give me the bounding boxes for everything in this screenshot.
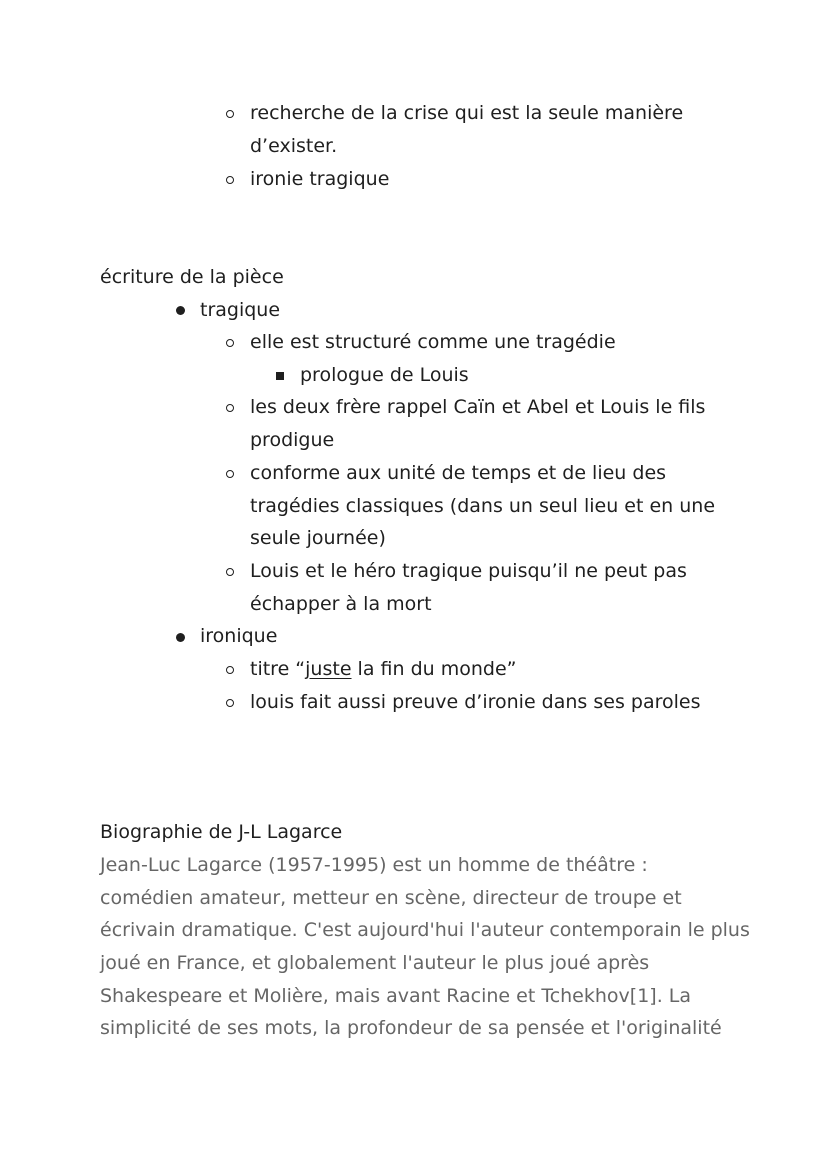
disc-bullet-icon <box>176 306 185 315</box>
disc-bullet-icon <box>176 633 185 642</box>
paragraph-line: joué en France, et globalement l'auteur le plus joué après <box>100 952 650 974</box>
list-item: Louis et le héro tragique puisqu’il ne peut pas <box>250 560 687 582</box>
list-item: recherche de la crise qui est la seule manière <box>250 102 684 124</box>
circle-bullet-icon <box>226 176 234 184</box>
circle-bullet-icon <box>226 470 234 478</box>
paragraph-line: Jean-Luc Lagarce (1957-1995) est un homme de théâtre : <box>100 854 648 876</box>
section-heading-ecriture: écriture de la pièce <box>100 266 284 288</box>
circle-bullet-icon <box>226 699 234 707</box>
list-item: les deux frère rappel Caïn et Abel et Louis le fils <box>250 396 706 418</box>
title-quote-suffix: la fin du monde” <box>351 658 517 680</box>
list-item <box>250 653 516 686</box>
square-bullet-icon <box>276 372 284 380</box>
paragraph-line: simplicité de ses mots, la profondeur de sa pensée et l'originalité <box>100 1017 722 1039</box>
title-quote-prefix: titre “ <box>250 658 306 680</box>
circle-bullet-icon <box>226 666 234 674</box>
list-item: ironie tragique <box>250 168 390 190</box>
list-item: louis fait aussi preuve d’ironie dans ses paroles <box>250 691 701 713</box>
circle-bullet-icon <box>226 568 234 576</box>
list-item-continuation: tragédies classiques (dans un seul lieu et en une <box>250 495 716 517</box>
circle-bullet-icon <box>226 404 234 412</box>
list-item-continuation: prodigue <box>250 429 335 451</box>
paragraph-line: comédien amateur, metteur en scène, directeur de troupe et <box>100 887 682 909</box>
list-item: prologue de Louis <box>300 364 469 386</box>
paragraph-line: écrivain dramatique. C'est aujourd'hui l'auteur contemporain le plus <box>100 919 750 941</box>
circle-bullet-icon <box>226 110 234 118</box>
circle-bullet-icon <box>226 339 234 347</box>
list-item-ironique: ironique <box>200 625 278 647</box>
list-item-continuation: d’exister. <box>250 135 338 157</box>
list-item-tragique: tragique <box>200 299 281 321</box>
list-item-continuation: échapper à la mort <box>250 593 432 615</box>
paragraph-line: Shakespeare et Molière, mais avant Racine et Tchekhov[1]. La <box>100 985 692 1007</box>
underlined-word: juste <box>305 658 352 680</box>
section-heading-biographie: Biographie de J-L Lagarce <box>100 821 343 843</box>
list-item-continuation: seule journée) <box>250 527 386 549</box>
list-item: conforme aux unité de temps et de lieu des <box>250 462 667 484</box>
list-item: elle est structuré comme une tragédie <box>250 331 616 353</box>
